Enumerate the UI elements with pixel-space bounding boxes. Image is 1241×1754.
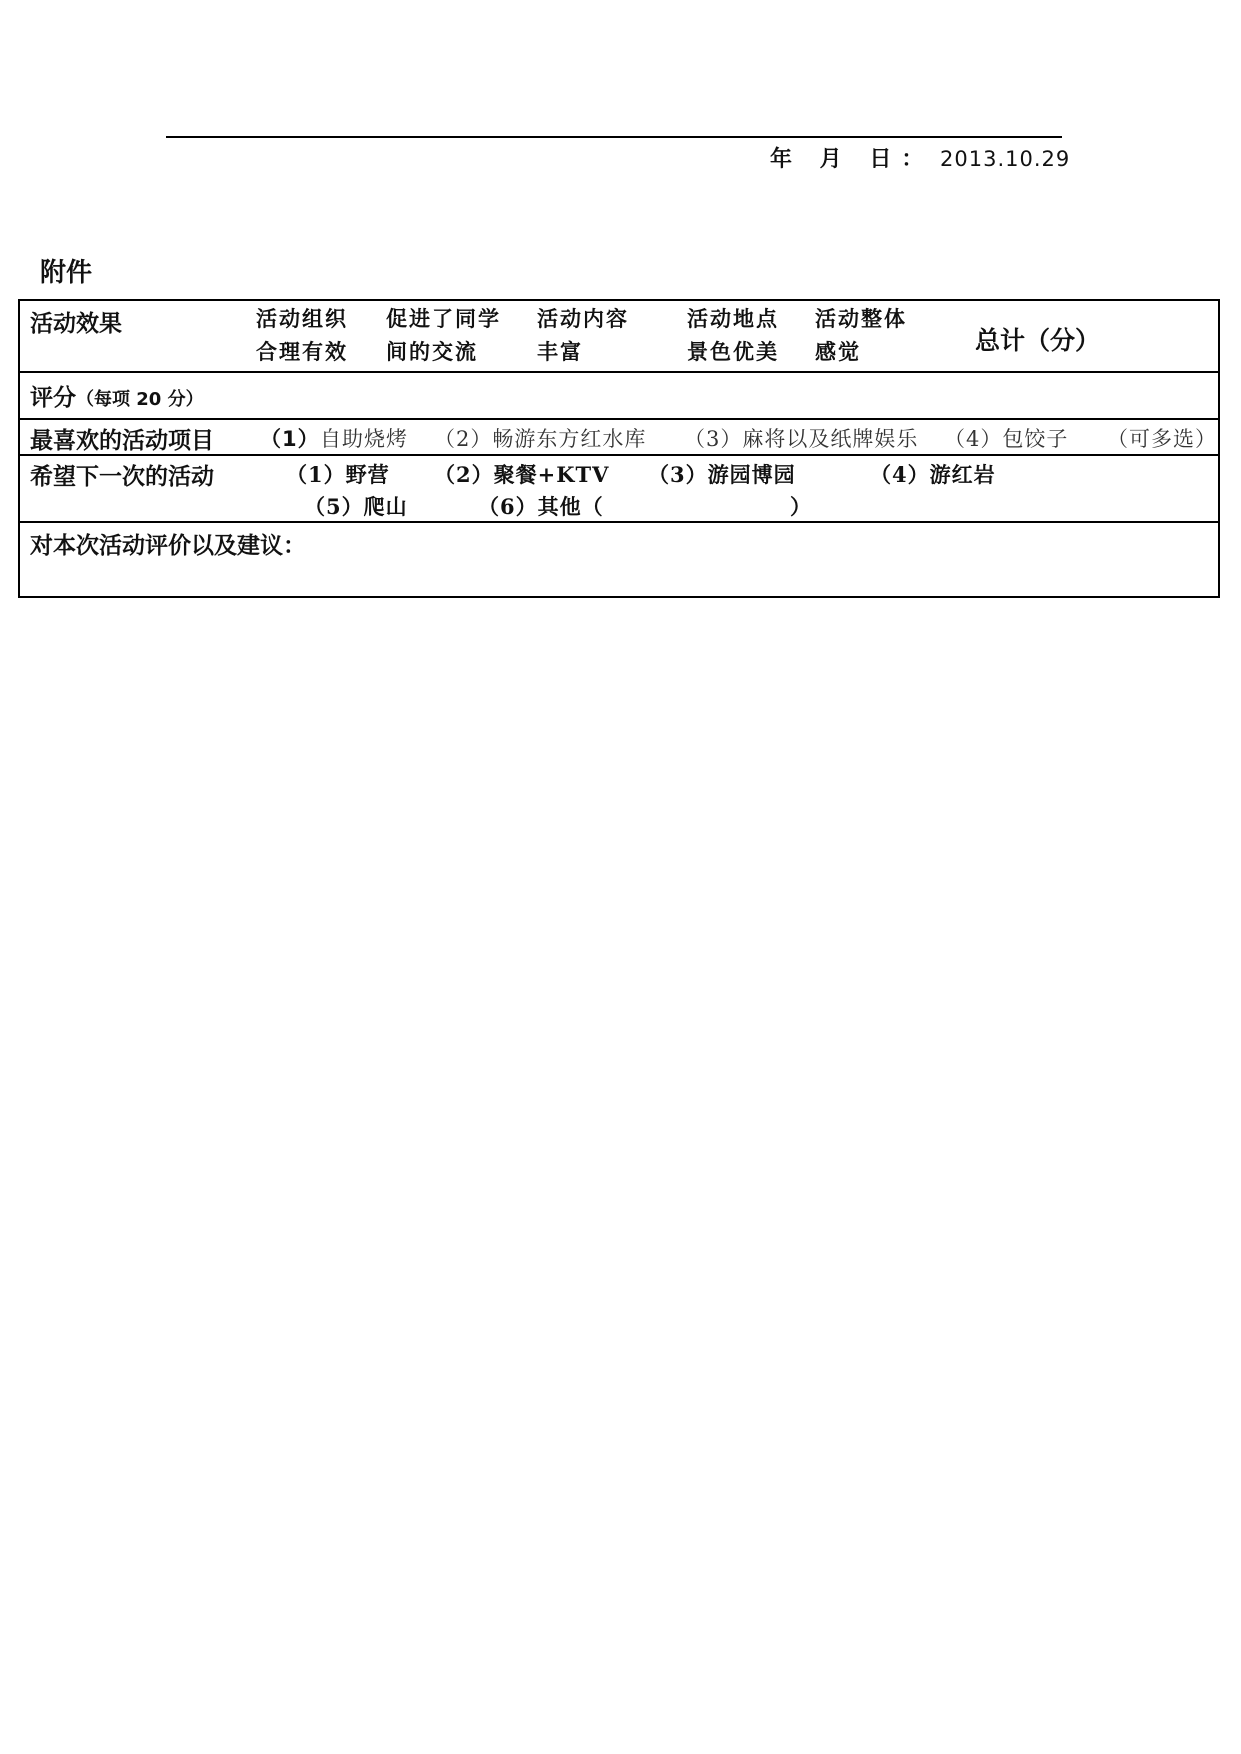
next-option-4[interactable]: （4）游红岩 bbox=[870, 462, 996, 487]
next-option-6-close: ） bbox=[790, 494, 812, 519]
row-label-score: 评分（每项 20 分） bbox=[30, 385, 204, 411]
favorite-option-1-number: （1） bbox=[260, 427, 320, 451]
criterion-location: 活动地点 景色优美 bbox=[687, 306, 779, 364]
favorite-option-1[interactable]: 自助烧烤 bbox=[320, 427, 408, 451]
total-score-label: 总计（分） bbox=[975, 326, 1101, 355]
date-value: 2013.10.29 bbox=[940, 147, 1071, 171]
header-rule bbox=[166, 136, 1062, 138]
row-label-feedback: 对本次活动评价以及建议： bbox=[30, 533, 306, 559]
favorite-option-4[interactable]: （4）包饺子 bbox=[944, 427, 1069, 451]
row-favorite-activity bbox=[20, 420, 1218, 456]
multiple-choice-note: （可多选） bbox=[1107, 427, 1217, 451]
row-label-favorite: 最喜欢的活动项目 bbox=[30, 428, 214, 454]
survey-table bbox=[18, 299, 1220, 598]
date-line bbox=[770, 142, 1070, 172]
criterion-content: 活动内容 丰富 bbox=[537, 306, 629, 364]
favorite-option-2[interactable]: （2）畅游东方红水库 bbox=[434, 427, 647, 451]
favorite-option-3[interactable]: （3）麻将以及纸牌娱乐 bbox=[684, 427, 919, 451]
next-option-3[interactable]: （3）游园博园 bbox=[648, 462, 796, 487]
row-score[interactable] bbox=[20, 373, 1218, 420]
next-option-2[interactable]: （2）聚餐+KTV bbox=[434, 462, 610, 487]
next-option-6[interactable]: （6）其他（ bbox=[478, 494, 604, 519]
row-activity-effect bbox=[20, 301, 1218, 373]
row-feedback[interactable] bbox=[20, 523, 1218, 596]
next-option-1[interactable]: （1）野营 bbox=[286, 462, 390, 487]
criterion-organization: 活动组织 合理有效 bbox=[256, 306, 348, 364]
score-note: （每项 20 分） bbox=[76, 389, 204, 410]
row-label-activity-effect: 活动效果 bbox=[30, 311, 122, 337]
criterion-overall: 活动整体 感觉 bbox=[815, 306, 907, 364]
criterion-interaction: 促进了同学 间的交流 bbox=[386, 306, 501, 364]
date-label: 年 月 日： bbox=[770, 146, 934, 172]
row-next-activity bbox=[20, 456, 1218, 523]
attachment-title: 附件 bbox=[40, 258, 93, 288]
next-option-5[interactable]: （5）爬山 bbox=[304, 494, 408, 519]
row-label-next-activity: 希望下一次的活动 bbox=[30, 464, 214, 490]
